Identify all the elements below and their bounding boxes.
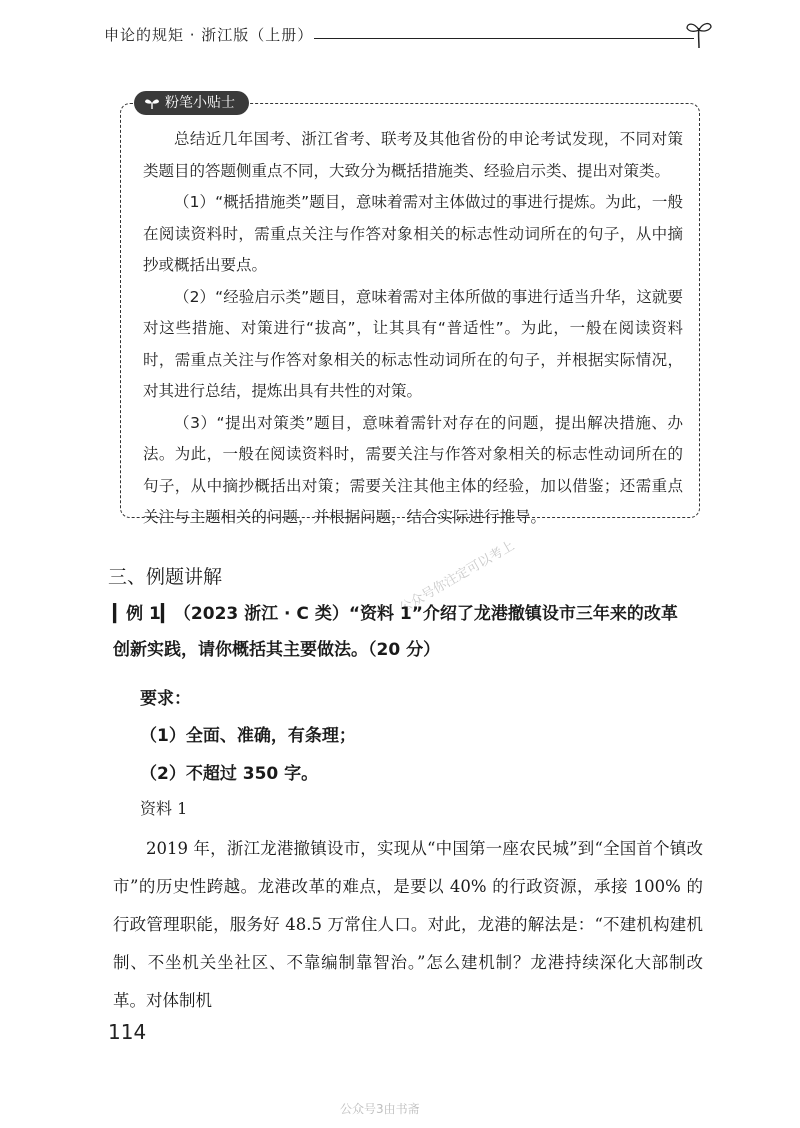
- material-paragraph: 2019 年，浙江龙港撤镇设市，实现从“中国第一座农民城”到“全国首个镇改市”的历史性跨越。龙港改革的难点，是要以 40% 的行政资源，承接 100% 的行政管理职能，服务好 48.5 万常住人口。对此，龙港的解法是：“不建机构建机制、不坐机关坐社区、不靠编制靠智治。”怎么建机制？龙港持续深化大部制改革。对体制机: [113, 839, 703, 1010]
- tip-paragraph: 总结近几年国考、浙江省考、联考及其他省份的申论考试发现，不同对策类题目的答题侧重点不同，大致分为概括措施类、经验启示类、提出对策类。: [143, 130, 683, 180]
- tip-tag-label: 粉笔小贴士: [165, 95, 235, 111]
- tip-body: [143, 124, 683, 534]
- example-number: 例 1: [126, 604, 161, 624]
- running-header: [104, 18, 714, 54]
- sprout-icon: [684, 18, 714, 50]
- tip-paragraph: （2）“经验启示类”题目，意味着需对主体所做的事进行适当升华，这就要对这些措施、对策进行“拔高”，让其具有“普适性”。为此，一般在阅读资料时，需重点关注与作答对象相关的标志性动词所在的句子，并根据实际情况，对其进行总结，提炼出具有共性的对策。: [143, 287, 683, 400]
- example-question: [113, 596, 693, 668]
- footer-note: 公众号3由书斋: [340, 1102, 420, 1116]
- header-title: 申论的规矩 · 浙江版（上册）: [104, 26, 314, 44]
- requirement-item: （1）全面、准确，有条理；: [140, 726, 356, 746]
- watermark: 公众号你注定可以考上: [397, 538, 518, 617]
- tip-tag: [134, 91, 249, 115]
- material-label: 资料 1: [140, 799, 188, 818]
- example-text: （2023 浙江 · C 类）“资料 1”介绍了龙港撤镇设市三年来的改革创新实践，请你概括其主要做法。（20 分）: [113, 604, 678, 660]
- example-bar-right: ▎: [160, 604, 174, 624]
- sprout-icon: [144, 96, 160, 110]
- page-number: 114: [108, 1020, 147, 1044]
- requirements-label: 要求：: [140, 689, 191, 709]
- header-rule: [314, 38, 694, 39]
- section-heading: 三、例题讲解: [108, 566, 223, 588]
- material-body: [113, 830, 703, 1020]
- example-bar-left: ▎: [113, 604, 127, 624]
- tip-paragraph: （3）“提出对策类”题目，意味着需针对存在的问题，提出解决措施、办法。为此，一般在阅读资料时，需要关注与作答对象相关的标志性动词所在的句子，从中摘抄概括出对策；需要关注其他主体的经验，加以借鉴；还需重点关注与主题相关的问题，并根据问题，结合实际进行推导。: [143, 413, 683, 526]
- requirement-item: （2）不超过 350 字。: [140, 764, 319, 784]
- tip-paragraph: （1）“概括措施类”题目，意味着需对主体做过的事进行提炼。为此，一般在阅读资料时，需重点关注与作答对象相关的标志性动词所在的句子，从中摘抄或概括出要点。: [143, 193, 683, 274]
